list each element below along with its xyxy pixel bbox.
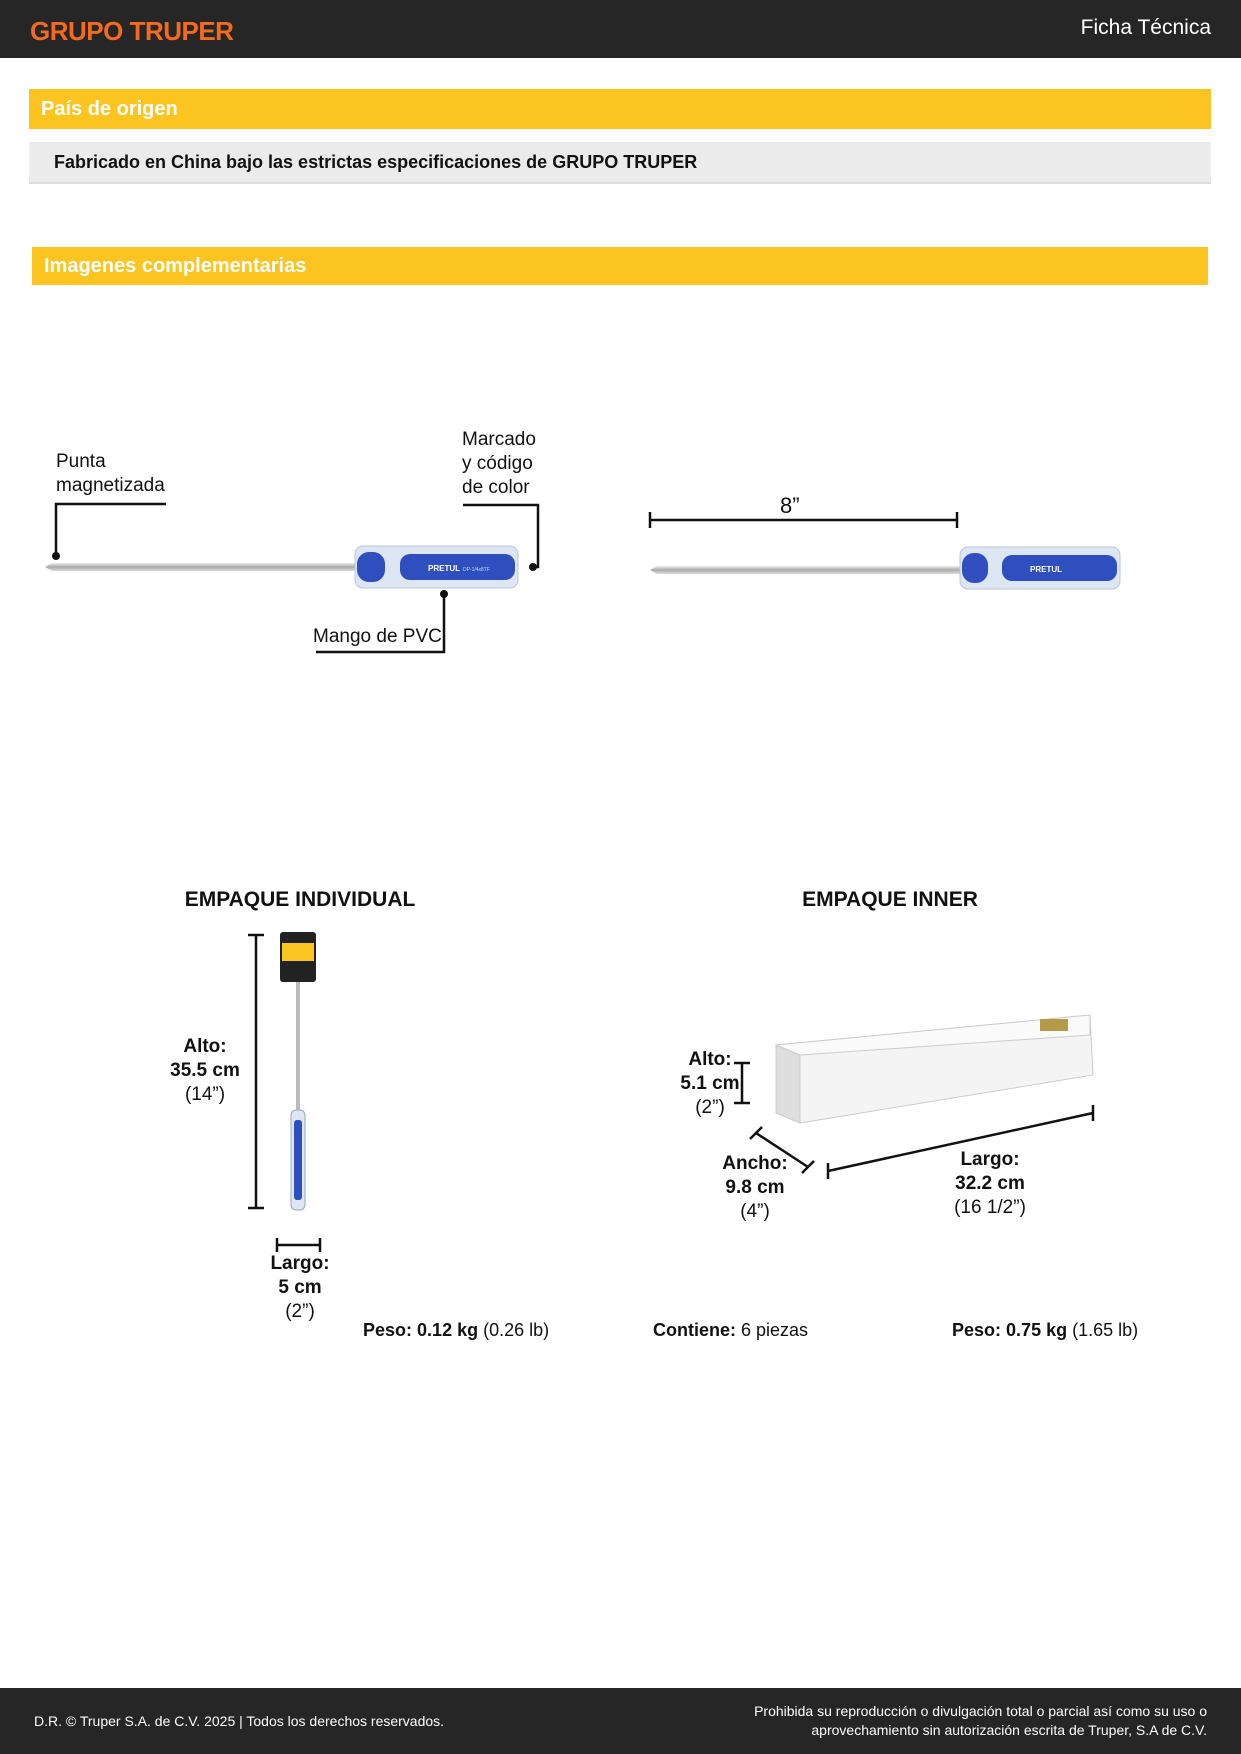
- individual-weight: [363, 1318, 549, 1342]
- callout-handle: Mango de PVC: [313, 626, 442, 647]
- inner-contents: [653, 1318, 808, 1342]
- value-in: (14”): [184, 1084, 226, 1105]
- value-in: (2”): [695, 1097, 725, 1118]
- value-lb: (1.65 lb): [1072, 1320, 1139, 1340]
- brand-logo: GRUPO TRUPER: [30, 16, 234, 46]
- legal-line-1: Prohibida su reproducción o divulgación total o parcial así como su uso o: [754, 1703, 1207, 1719]
- value: 32.2 cm: [955, 1173, 1025, 1194]
- label: Ancho:: [722, 1153, 788, 1174]
- callout-tip: Punta magnetizada: [56, 451, 165, 496]
- label: Largo:: [960, 1149, 1020, 1170]
- individual-title: EMPAQUE INDIVIDUAL: [184, 888, 416, 911]
- value: 9.8 cm: [725, 1177, 785, 1198]
- value-in: (16 1/2”): [954, 1197, 1026, 1218]
- page-title: Ficha Técnica: [1080, 16, 1211, 39]
- label: Contiene:: [653, 1320, 736, 1340]
- handle-model: DP-1/4x8TF: [463, 567, 490, 573]
- screwdriver-left: [45, 546, 518, 588]
- value: 5 cm: [278, 1277, 322, 1298]
- label: Largo:: [270, 1253, 330, 1274]
- value-in: (2”): [285, 1301, 315, 1322]
- copyright: D.R. © Truper S.A. de C.V. 2025 | Todos los derechos reservados.: [34, 1713, 445, 1729]
- label: Peso:: [363, 1320, 413, 1340]
- value: 6 piezas: [741, 1320, 809, 1340]
- legal-line-2: aprovechamiento sin autorización escrita de Truper, S.A de C.V.: [811, 1722, 1207, 1738]
- length-label: 8”: [780, 493, 800, 518]
- screwdriver-diagram: [0, 380, 1241, 660]
- origin-text: Fabricado en China bajo las estrictas especificaciones de GRUPO TRUPER: [29, 142, 1211, 184]
- value-in: (4”): [740, 1201, 770, 1222]
- value: 0.75 kg: [1006, 1320, 1068, 1340]
- value-lb: (0.26 lb): [483, 1320, 550, 1340]
- handle-brand: PRETUL: [1030, 565, 1062, 574]
- header: [0, 0, 1241, 58]
- value: 0.12 kg: [417, 1320, 479, 1340]
- section-heading-images: Imagenes complementarias: [32, 247, 1208, 285]
- handle-brand: PRETUL: [428, 564, 460, 573]
- callout-marking: Marcado y código de color: [462, 429, 536, 498]
- legal-notice: [754, 1702, 1207, 1740]
- value: 5.1 cm: [680, 1073, 740, 1094]
- individual-height: [160, 1035, 250, 1107]
- inner-width: [710, 1152, 800, 1224]
- value: 35.5 cm: [170, 1060, 240, 1081]
- inner-weight: [952, 1318, 1138, 1342]
- individual-length: [255, 1252, 345, 1324]
- inner-length: [940, 1148, 1040, 1220]
- screwdriver-right: [650, 547, 1120, 589]
- section-heading-origin: País de origen: [29, 89, 1211, 129]
- label: Alto:: [688, 1049, 732, 1070]
- inner-height: [670, 1048, 750, 1120]
- inner-title: EMPAQUE INNER: [802, 888, 978, 911]
- label: Alto:: [183, 1036, 227, 1057]
- footer: [0, 1688, 1241, 1754]
- label: Peso:: [952, 1320, 1002, 1340]
